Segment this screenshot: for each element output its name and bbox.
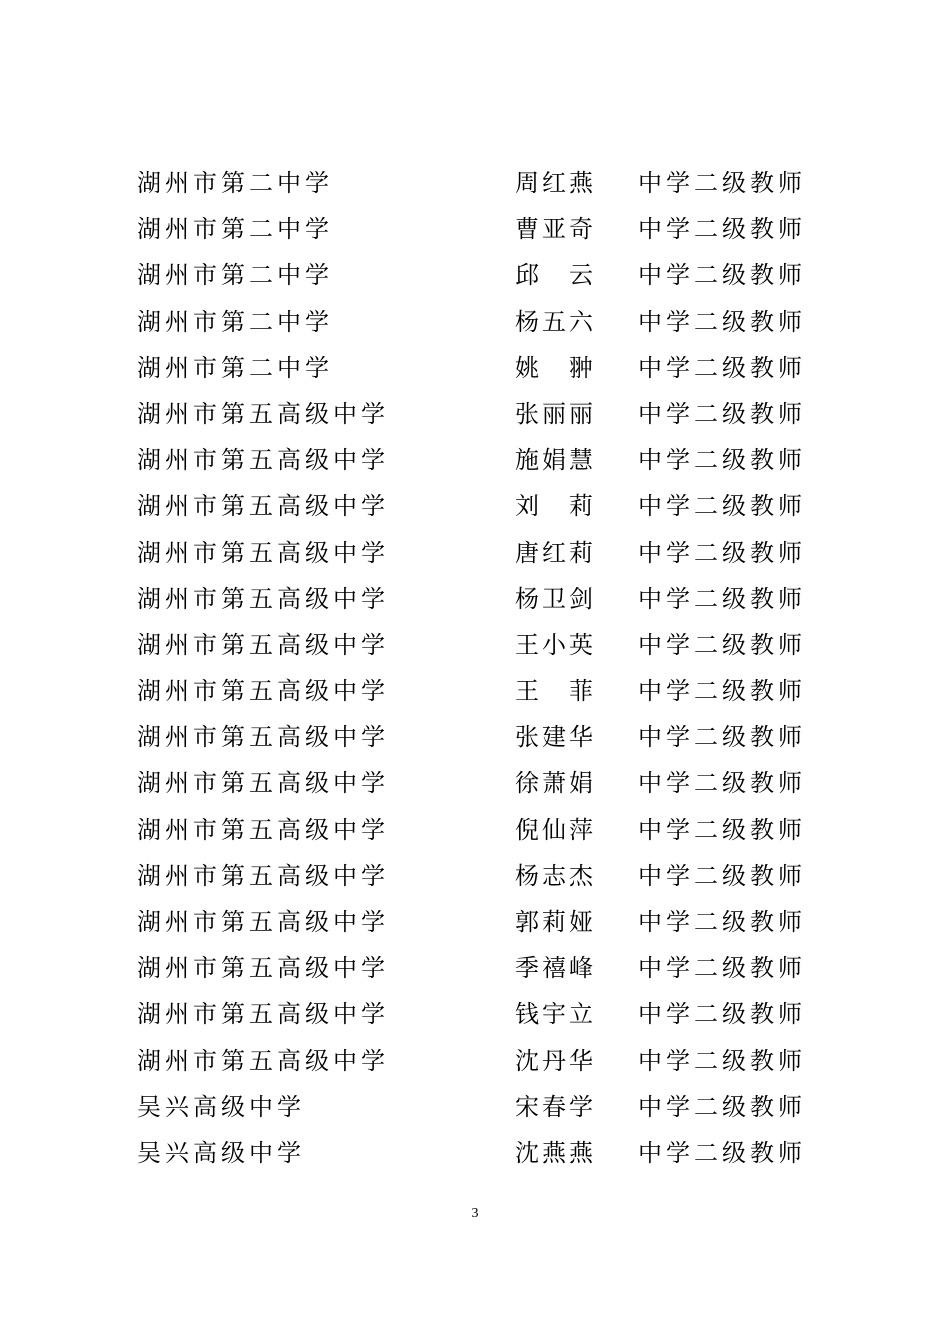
list-item (137, 668, 817, 714)
school-name: 湖州市第二中学 (137, 307, 333, 336)
school-name: 湖州市第五高级中学 (137, 954, 389, 983)
teacher-title: 中学二级教师 (638, 215, 806, 244)
teacher-name: 姚 翀 (515, 353, 593, 382)
teacher-title: 中学二级教师 (638, 677, 806, 706)
page-number: 3 (471, 1206, 479, 1221)
teacher-name: 杨 志 杰 (515, 861, 593, 890)
teacher-name: 王 小 英 (515, 630, 593, 659)
teacher-name: 徐 萧 娟 (515, 769, 593, 798)
school-name: 湖州市第二中学 (137, 261, 333, 290)
teacher-name: 钱 宇 立 (515, 1000, 593, 1029)
teacher-name: 邱 云 (515, 261, 593, 290)
list-item (137, 899, 817, 945)
list-item (137, 483, 817, 529)
teacher-title: 中学二级教师 (638, 630, 806, 659)
teacher-title: 中学二级教师 (638, 169, 806, 197)
list-item (137, 576, 817, 622)
teacher-title: 中学二级教师 (638, 769, 806, 798)
list-item (137, 345, 817, 391)
school-name: 湖州市第五高级中学 (137, 861, 389, 890)
school-name: 吴兴高级中学 (137, 1092, 305, 1121)
list-item (137, 160, 817, 206)
teacher-name: 王 菲 (515, 677, 593, 706)
teacher-list (137, 160, 817, 1176)
list-item (137, 991, 817, 1037)
school-name: 湖州市第五高级中学 (137, 538, 389, 567)
teacher-title: 中学二级教师 (638, 261, 806, 290)
list-item (137, 853, 817, 899)
teacher-title: 中学二级教师 (638, 492, 806, 521)
teacher-name: 刘 莉 (515, 492, 593, 521)
school-name: 湖州市第二中学 (137, 353, 333, 382)
school-name: 湖州市第五高级中学 (137, 723, 389, 752)
list-item (137, 299, 817, 345)
teacher-name: 张 丽 丽 (515, 399, 593, 428)
school-name: 湖州市第五高级中学 (137, 446, 389, 475)
list-item (137, 622, 817, 668)
teacher-title: 中学二级教师 (638, 1092, 806, 1121)
list-item (137, 530, 817, 576)
teacher-title: 中学二级教师 (638, 1138, 806, 1167)
list-item (137, 1084, 817, 1130)
teacher-title: 中学二级教师 (638, 399, 806, 428)
teacher-name: 季 禧 峰 (515, 954, 593, 983)
school-name: 吴兴高级中学 (137, 1138, 305, 1167)
teacher-title: 中学二级教师 (638, 861, 806, 890)
school-name: 湖州市第二中学 (137, 169, 333, 197)
list-item (137, 714, 817, 760)
teacher-name: 沈 丹 华 (515, 1046, 593, 1075)
teacher-title: 中学二级教师 (638, 954, 806, 983)
school-name: 湖州市第五高级中学 (137, 630, 389, 659)
teacher-name: 宋 春 学 (515, 1092, 593, 1121)
school-name: 湖州市第五高级中学 (137, 1046, 389, 1075)
teacher-name: 郭 莉 娅 (515, 908, 593, 936)
school-name: 湖州市第五高级中学 (137, 677, 389, 706)
school-name: 湖州市第五高级中学 (137, 492, 389, 521)
teacher-title: 中学二级教师 (638, 307, 806, 336)
teacher-name: 施 娟 慧 (515, 446, 593, 475)
list-item (137, 1038, 817, 1084)
school-name: 湖州市第五高级中学 (137, 399, 389, 428)
teacher-title: 中学二级教师 (638, 1000, 806, 1029)
school-name: 湖州市第五高级中学 (137, 908, 389, 936)
teacher-title: 中学二级教师 (638, 815, 806, 844)
list-item (137, 807, 817, 853)
list-item (137, 206, 817, 252)
list-item (137, 391, 817, 437)
school-name: 湖州市第五高级中学 (137, 769, 389, 798)
school-name: 湖州市第五高级中学 (137, 584, 389, 613)
list-item (137, 1130, 817, 1176)
teacher-name: 曹 亚 奇 (515, 215, 593, 244)
teacher-title: 中学二级教师 (638, 446, 806, 475)
school-name: 湖州市第二中学 (137, 215, 333, 244)
teacher-title: 中学二级教师 (638, 538, 806, 567)
teacher-title: 中学二级教师 (638, 908, 806, 936)
teacher-name: 杨 五 六 (515, 307, 593, 336)
teacher-name: 杨 卫 剑 (515, 584, 593, 613)
school-name: 湖州市第五高级中学 (137, 1000, 389, 1029)
teacher-name: 周 红 燕 (515, 169, 593, 197)
list-item (137, 437, 817, 483)
teacher-title: 中学二级教师 (638, 584, 806, 613)
list-item (137, 252, 817, 298)
teacher-title: 中学二级教师 (638, 353, 806, 382)
teacher-name: 沈 燕 燕 (515, 1138, 593, 1167)
teacher-name: 倪 仙 萍 (515, 815, 593, 844)
teacher-title: 中学二级教师 (638, 723, 806, 752)
school-name: 湖州市第五高级中学 (137, 815, 389, 844)
list-item (137, 945, 817, 991)
list-item (137, 760, 817, 806)
teacher-name: 唐 红 莉 (515, 538, 593, 567)
teacher-title: 中学二级教师 (638, 1046, 806, 1075)
teacher-name: 张 建 华 (515, 723, 593, 752)
